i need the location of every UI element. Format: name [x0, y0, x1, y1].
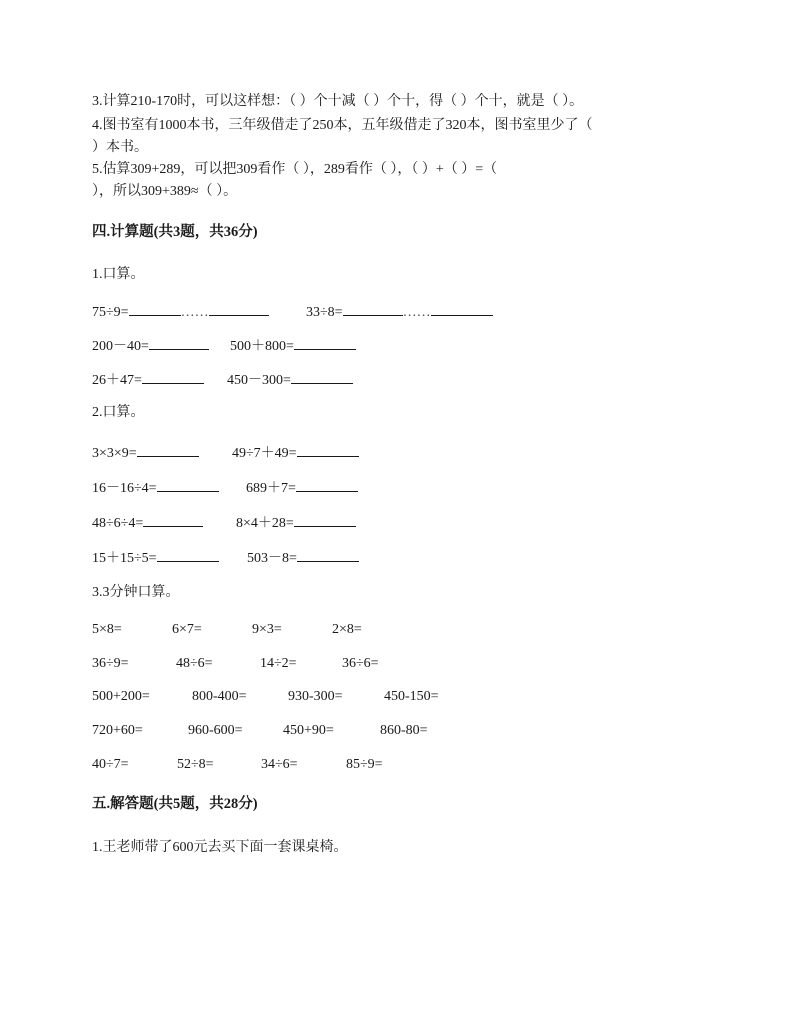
calc-q3-title: 3.3分钟口算。	[92, 585, 180, 600]
calc-q3-expr: 6×7=	[172, 622, 202, 637]
calc-q3-row	[92, 756, 712, 774]
calc-q3-expr: 450+90=	[283, 723, 334, 738]
calc-q3-row	[92, 655, 712, 673]
calc-q3-expr: 860-80=	[380, 723, 428, 738]
calc-q1-title: 1.口算。	[92, 267, 145, 282]
calc-q3-expr: 500+200=	[92, 689, 150, 704]
calc-q2-expr: 48÷6÷4=	[92, 512, 203, 533]
question-5-text-line2: ），所以309+389≈（ ）。	[92, 184, 238, 199]
calc-q3-expr: 52÷8=	[177, 757, 214, 772]
calc-q3-expr: 85÷9=	[346, 757, 383, 772]
calc-q3-row	[92, 688, 712, 706]
calc-q1-expr: 26＋47=	[92, 369, 204, 390]
calc-q3-expr: 48÷6=	[176, 656, 213, 671]
calc-q2-expr: 8×4＋28=	[236, 512, 356, 533]
calc-q3-expr: 40÷7=	[92, 757, 129, 772]
calc-q2-row	[92, 477, 712, 495]
calc-q3-expr: 9×3=	[252, 622, 282, 637]
calc-q3-row	[92, 621, 712, 639]
calc-q2-expr: 3×3×9=	[92, 442, 199, 463]
calc-q3-expr: 14÷2=	[260, 656, 297, 671]
calc-q1-expr: 75÷9= ……	[92, 301, 269, 322]
calc-q2-expr: 49÷7＋49=	[232, 442, 359, 463]
section-4-heading: 四.计算题(共3题，共36分)	[92, 224, 258, 240]
calc-q1-row	[92, 301, 712, 319]
calc-q3-expr: 5×8=	[92, 622, 122, 637]
calc-q3-expr: 800-400=	[192, 689, 247, 704]
calc-q3-expr: 960-600=	[188, 723, 243, 738]
calc-q2-expr: 689＋7=	[246, 477, 358, 498]
section-5-heading: 五.解答题(共5题，共28分)	[92, 796, 258, 812]
calc-q2-row	[92, 547, 712, 565]
answer-q1-text: 1.王老师带了600元去买下面一套课桌椅。	[92, 840, 348, 855]
calc-q3-expr: 36÷9=	[92, 656, 129, 671]
calc-q1-row	[92, 335, 712, 353]
calc-q2-row	[92, 512, 712, 530]
calc-q3-row	[92, 722, 712, 740]
calc-q3-expr: 930-300=	[288, 689, 343, 704]
calc-q1-expr: 450－300=	[227, 369, 353, 390]
question-4-text-line2: ）本书。	[92, 140, 148, 155]
calc-q3-expr: 2×8=	[332, 622, 362, 637]
calc-q1-row	[92, 369, 712, 387]
calc-q3-expr: 34÷6=	[261, 757, 298, 772]
question-3-text: 3.计算210-170时，可以这样想：（ ）个十减（ ）个十，得（ ）个十，就是（ ）。	[92, 94, 584, 109]
question-5-text-line1: 5.估算309+289，可以把309看作（ ），289看作（ ），（ ）+（ ）=（	[92, 162, 498, 177]
calc-q2-title: 2.口算。	[92, 405, 145, 420]
calc-q3-expr: 720+60=	[92, 723, 143, 738]
calc-q2-row	[92, 442, 712, 460]
calc-q2-expr: 16－16÷4=	[92, 477, 219, 498]
calc-q1-expr: 500＋800=	[230, 335, 356, 356]
calc-q3-expr: 450-150=	[384, 689, 439, 704]
calc-q3-expr: 36÷6=	[342, 656, 379, 671]
question-4-text-line1: 4.图书室有1000本书，三年级借走了250本，五年级借走了320本，图书室里少了（	[92, 118, 593, 133]
calc-q1-expr: 33÷8= ……	[306, 301, 493, 322]
calc-q2-expr: 503－8=	[247, 547, 359, 568]
calc-q1-expr: 200－40=	[92, 335, 209, 356]
calc-q2-expr: 15＋15÷5=	[92, 547, 219, 568]
